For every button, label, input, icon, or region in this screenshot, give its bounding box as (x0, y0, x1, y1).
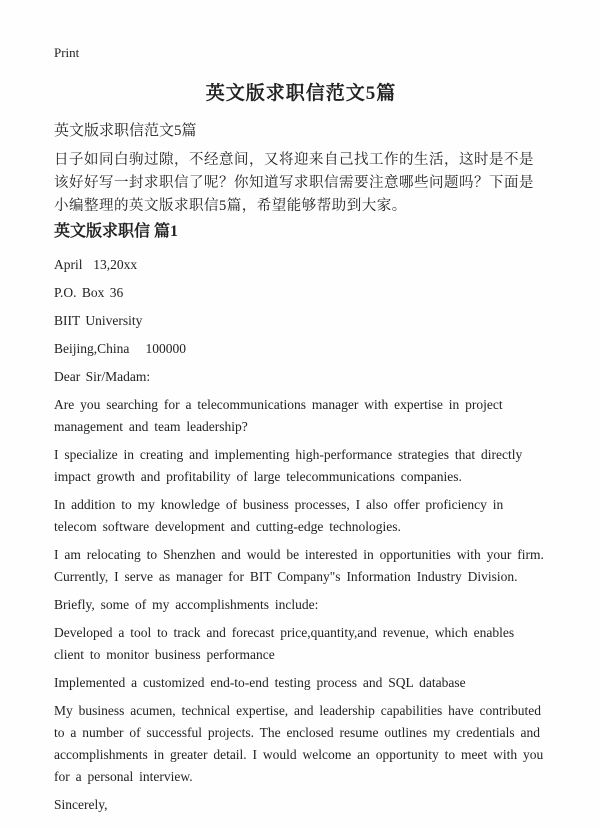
article-subtitle: 英文版求职信范文5篇 (54, 123, 197, 139)
letter-paragraph: In addition to my knowledge of business processes, I also offer proficiency in telecom software development and cutting-edge technologies. (54, 497, 504, 534)
article-intro-paragraph: 日子如同白驹过隙，不经意间，又将迎来自己找工作的生活，这时是不是该好好写一封求职信了呢？你知道写求职信需要注意哪些问题吗？下面是小编整理的英文版求职信5篇，希望能够帮助到大家。 (54, 152, 534, 214)
letter-address-line: BIIT University (54, 313, 143, 328)
section-heading-part1: 英文版求职信 篇1 (54, 223, 179, 240)
print-link[interactable]: Print (54, 45, 80, 60)
letter-body (54, 254, 548, 816)
letter-paragraph: I am relocating to Shenzhen and would be interested in opportunities with your firm. Currently, I serve as manager for BIT Company"s Information Industry Division. (54, 547, 544, 584)
letter-address-line: P.O. Box 36 (54, 285, 124, 300)
letter-paragraph: My business acumen, technical expertise, and leadership capabilities have contributed to a number of successful projects. The enclosed resume outlines my credentials and accomplishments in greater detail. I would welcome an opportunity to meet with you for a personal interview. (54, 703, 544, 784)
letter-closing: Sincerely, (54, 797, 108, 812)
letter-date: April 13,20xx (54, 257, 138, 272)
letter-paragraph: Briefly, some of my accomplishments include: (54, 597, 319, 612)
letter-address-line: Beijing,China 100000 (54, 341, 186, 356)
letter-paragraph: Implemented a customized end-to-end testing process and SQL database (54, 675, 466, 690)
document-title: 英文版求职信范文5篇 (205, 83, 397, 104)
letter-paragraph: Are you searching for a telecommunications manager with expertise in project management and team leadership? (54, 397, 503, 434)
letter-salutation: Dear Sir/Madam: (54, 369, 151, 384)
letter-paragraph: Developed a tool to track and forecast price,quantity,and revenue, which enables client to monitor business performance (54, 625, 515, 662)
letter-paragraph: I specialize in creating and implementing high-performance strategies that directly impact growth and profitability of large telecommunications companies. (54, 447, 523, 484)
article-body (54, 122, 548, 816)
